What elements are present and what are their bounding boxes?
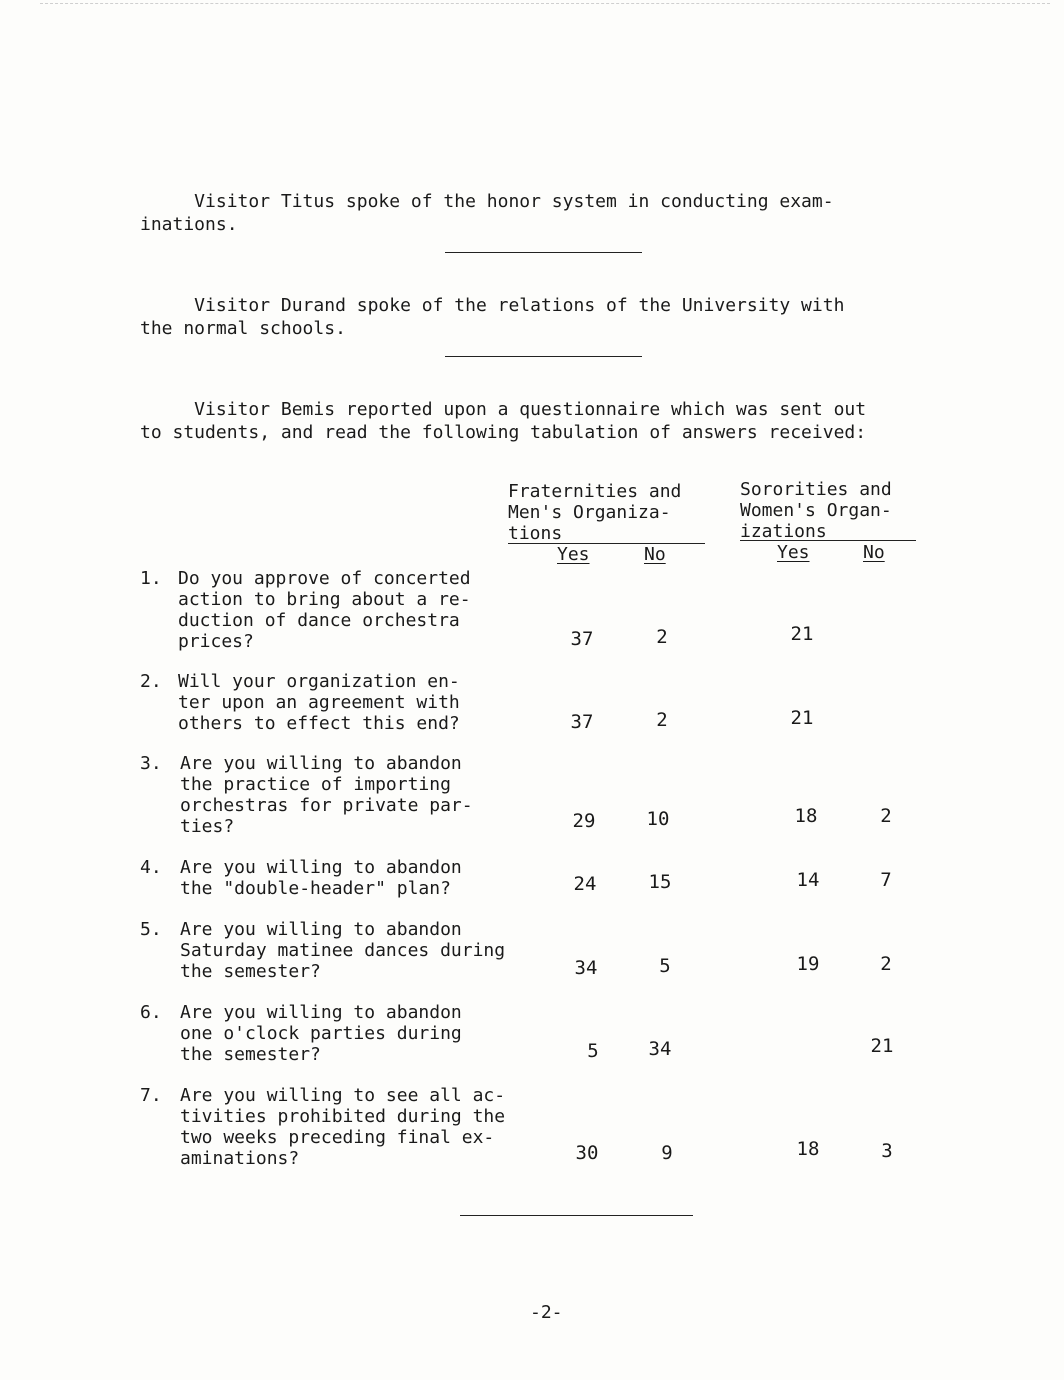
question-text: Do you approve of concerted action to bring about a re- duction of dance orchestra prices? xyxy=(178,568,471,652)
page-number: -2- xyxy=(530,1302,563,1323)
question-number: 4. xyxy=(140,857,162,878)
column-label-women-yes: Yes xyxy=(777,542,810,563)
women-no-count: 3 xyxy=(881,1140,893,1162)
group-header-women: Sororities and Women's Organ- izations xyxy=(740,479,892,542)
section-divider xyxy=(445,252,642,253)
men-no-count: 10 xyxy=(646,808,670,830)
paragraph-durand: Visitor Durand spoke of the relations of the University with the normal schools. xyxy=(140,295,845,339)
men-no-count: 2 xyxy=(656,626,668,648)
men-yes-count: 5 xyxy=(587,1040,599,1062)
men-yes-count: 29 xyxy=(572,810,596,832)
group-header-women-rule xyxy=(740,540,916,541)
men-no-count: 15 xyxy=(648,871,672,893)
question-text: Are you willing to abandon Saturday matinee dances during the semester? xyxy=(180,919,506,982)
question-number: 7. xyxy=(140,1085,162,1106)
section-divider xyxy=(445,356,642,357)
men-yes-count: 30 xyxy=(575,1142,599,1164)
question-number: 3. xyxy=(140,753,162,774)
women-yes-count: 19 xyxy=(796,953,820,975)
men-yes-count: 37 xyxy=(570,628,594,650)
group-header-men: Fraternities and Men's Organiza- tions xyxy=(508,481,682,544)
question-number: 6. xyxy=(140,1002,162,1023)
question-text: Are you willing to abandon the "double-header" plan? xyxy=(180,857,462,899)
column-label-men-yes: Yes xyxy=(557,544,590,565)
women-no-count: 7 xyxy=(880,869,892,891)
women-no-count: 2 xyxy=(880,953,892,975)
women-yes-count: 21 xyxy=(790,707,814,729)
women-no-count: 21 xyxy=(870,1035,894,1057)
paragraph-titus: Visitor Titus spoke of the honor system in conducting exam- inations. xyxy=(140,191,834,235)
question-text: Are you willing to abandon one o'clock parties during the semester? xyxy=(180,1002,462,1065)
question-number: 5. xyxy=(140,919,162,940)
column-label-men-no: No xyxy=(644,544,666,565)
men-no-count: 5 xyxy=(659,955,671,977)
question-text: Will your organization en- ter upon an agreement with others to effect this end? xyxy=(178,671,460,734)
men-yes-count: 24 xyxy=(573,873,597,895)
men-no-count: 34 xyxy=(648,1038,672,1060)
column-label-women-no: No xyxy=(863,542,885,563)
question-text: Are you willing to abandon the practice of importing orchestras for private par- ties? xyxy=(180,753,473,837)
question-text: Are you willing to see all ac- tivities prohibited during the two weeks preceding final ex- aminations? xyxy=(180,1085,506,1169)
women-yes-count: 18 xyxy=(796,1138,820,1160)
paragraph-bemis: Visitor Bemis reported upon a questionnaire which was sent out to students, and read the following tabulation of answers received: xyxy=(140,399,867,443)
men-no-count: 2 xyxy=(656,709,668,731)
question-number: 1. xyxy=(140,568,162,589)
section-divider xyxy=(460,1215,693,1216)
women-yes-count: 21 xyxy=(790,623,814,645)
women-yes-count: 18 xyxy=(794,805,818,827)
women-yes-count: 14 xyxy=(796,869,820,891)
group-header-men-rule xyxy=(508,543,705,544)
question-number: 2. xyxy=(140,671,162,692)
men-yes-count: 34 xyxy=(574,957,598,979)
men-no-count: 9 xyxy=(661,1142,673,1164)
scan-edge xyxy=(40,3,1050,4)
men-yes-count: 37 xyxy=(570,711,594,733)
women-no-count: 2 xyxy=(880,805,892,827)
